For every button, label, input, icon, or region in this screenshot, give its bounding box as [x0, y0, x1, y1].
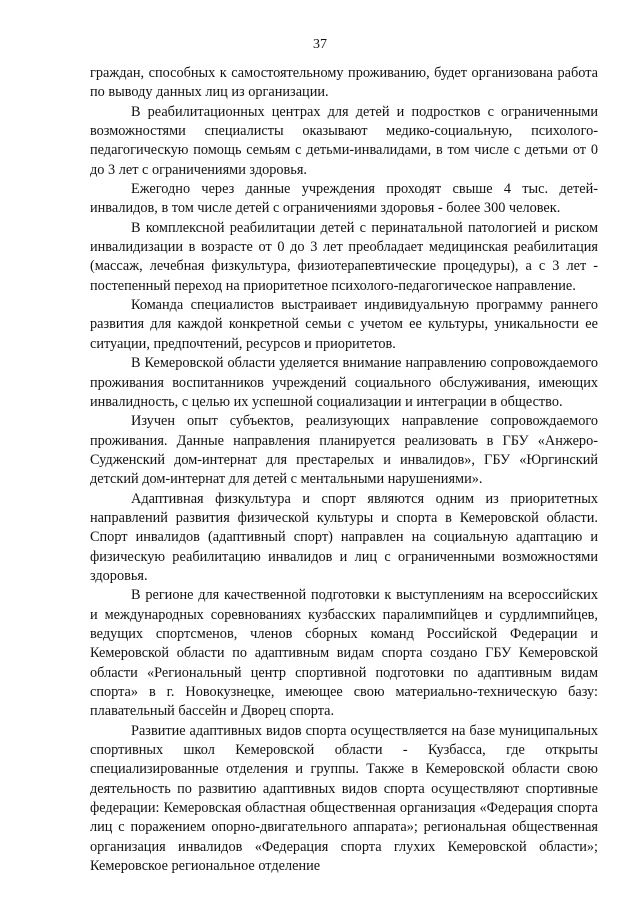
paragraph-sport-development: Развитие адаптивных видов спорта осуществляется на базе муниципальных спортивных школ Кемеровской области - Кузбасса, где открыты специализированные отделения и группы. Также в Кемеровской области свою деятельность по развитию адаптивных видов спорта осуществляют спортивные федерации: Кемеровская областная общественная организация «Федерация спорта лиц с поражением опорно-двигательного аппарата»; региональная общественная организация инвалидов «Федерация спорта глухих Кемеровской области»; Кемеровское региональное отделение	[90, 722, 598, 875]
paragraph-rehab-centers: В реабилитационных центрах для детей и подростков с ограниченными возможностями специалисты оказывают медико-социальную, психолого-педагогическую помощь семьям с детьми-инвалидами, в том числе с детьми от 0 до 3 лет с ограничениями здоровья.	[90, 103, 598, 178]
paragraph-complex-rehabilitation: В комплексной реабилитации детей с перинатальной патологией и риском инвалидизации в возрасте от 0 до 3 лет преобладает медицинская реабилитация (массаж, лечебная физкультура, физиотерапевтические процедуры), а с 3 лет - постепенный переход на приоритетное психолого-педагогическое направление.	[90, 219, 598, 294]
paragraph-1-continued: граждан, способных к самостоятельному проживанию, будет организована работа по выводу данных лиц из организации.	[90, 65, 598, 101]
paragraph-experience-studied: Изучен опыт субъектов, реализующих направление сопровождаемого проживания. Данные направления планируется реализовать в ГБУ «Анжеро-Судженский дом-интернат для престарелых и инвалидов», ГБУ «Юргинский детский дом-интернат для детей с ментальными нарушениями».	[90, 413, 598, 488]
paragraph-annual-children: Ежегодно через данные учреждения проходят свыше 4 тыс. детей-инвалидов, в том числе детей с ограничениями здоровья - более 300 человек.	[90, 181, 598, 217]
paragraph-specialist-team: Команда специалистов выстраивает индивидуальную программу раннего развития для каждой конкретной семьи с учетом ее культуры, уникальности ее ситуации, предпочтений, ресурсов и приоритетов.	[90, 297, 598, 352]
page-number: 37	[313, 37, 327, 52]
paragraph-supported-living: В Кемеровской области уделяется внимание направлению сопровождаемого проживания воспитанников учреждений социального обслуживания, имеющих инвалидность, с целью их успешной социализации и интеграции в общество.	[90, 355, 598, 410]
paragraph-adaptive-sport: Адаптивная физкультура и спорт являются одним из приоритетных направлений развития физической культуры и спорта в Кемеровской области. Спорт инвалидов (адаптивный спорт) направлен на социальную адаптацию и физическую реабилитацию инвалидов и лиц с ограниченными возможностями здоровья.	[90, 490, 598, 584]
document-body	[90, 64, 598, 876]
paragraph-regional-center: В регионе для качественной подготовки к выступлениям на всероссийских и международных соревнованиях кузбасских паралимпийцев и сурдлимпийцев, ведущих спортсменов, членов сборных команд Российской Федерации и Кемеровской области по адаптивным видам спорта создано ГБУ Кемеровской области «Региональный центр спортивной подготовки по адаптивным видам спорта» в г. Новокузнецке, имеющее свою материально-техническую базу: плавательный бассейн и Дворец спорта.	[90, 587, 598, 720]
